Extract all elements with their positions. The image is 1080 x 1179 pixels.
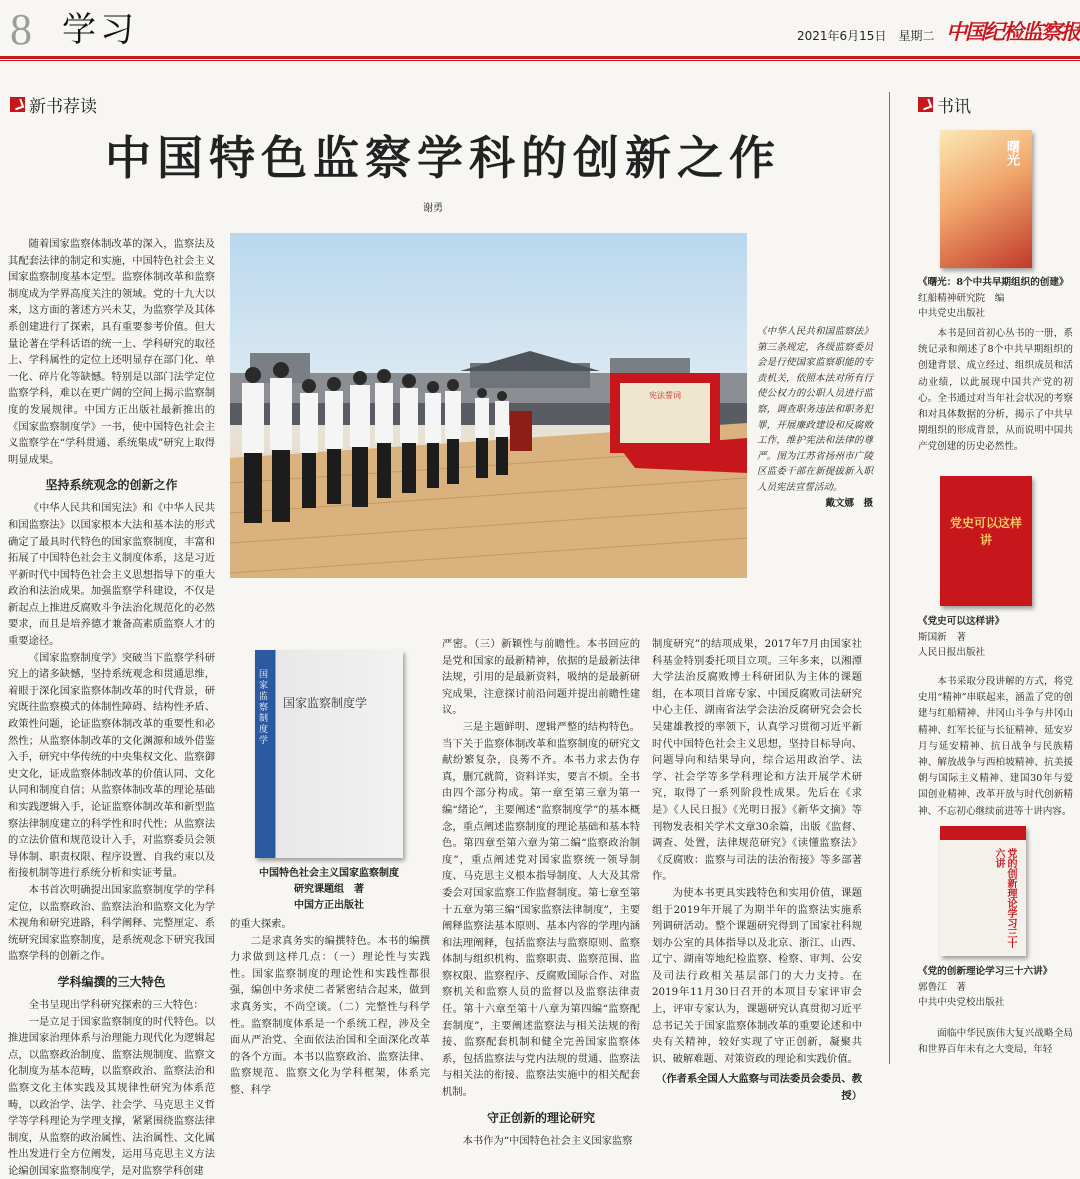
book-publisher: 中国方正出版社 xyxy=(294,900,364,911)
tag-mark-icon xyxy=(10,97,25,112)
featured-book-caption xyxy=(255,866,403,914)
sidebar-book-meta xyxy=(918,275,1068,322)
article-column-4 xyxy=(652,636,862,1103)
paragraph: 三是主题鲜明、逻辑严整的结构特色。当下关于监察体制改革和监察制度的研究文献纷繁复杂，良莠不齐。本书力求去伪存真，删冗就简，资料详实，要言不烦。全书由四个部分构成。第一章至第三章为第一编“绪论”，主要阐述“监察制度学”的基本概念，重点阐述监察制度的理论基础和基本特色。第四章至第六章为第二编“监察政治制度”，重点阐述党对国家监察统一领导制度、马克思主义根本指导制度、人大及其常委会对国家监察工作监督制度。第七章至第十五章为第三编“国家监察法律制度”，主要阐释监察法基本原则、基本内容的学理内涵和法理阐释，包括监察法与监察原则、监察体制与组织机构、监察职责、监察范围、监察权限、监察程序、反腐败国际合作、对监察机关和监察人员的监督以及监察法律责任。第十六章至第十八章为第四编“监察配套制度”，主要阐述监察法与相关法规的衔接、监察配套机制和健全完善国家监察体系，包括监察法与党内法规的贯通、监察法与相关法的衔接、监察法实施中的相关配套机制。 xyxy=(442,720,640,1099)
paragraph: 本书作为“中国特色社会主义国家监察 xyxy=(462,1134,633,1147)
column-divider xyxy=(889,92,890,1064)
sidebar-book-title: 《曙光：8个中共早期组织的创建》 xyxy=(918,277,1069,288)
sidebar-book-meta xyxy=(918,964,1068,1011)
paragraph-continuation: 制度研究”的结项成果，2017年7月由国家社科基金特别委托项目立项。三年多来，以湘潭大学法治反腐败博士科研团队为主体的课题组，在本项目首席专家、中国反腐败司法研究中心主任、湖南省法学会法治反腐研究会会长吴建雄教授的率领下，认真学习贯彻习近平新时代中国特色社会主义思想，坚持目标导向、问题导向和结果导向，综合运用政治学、法学、社会学等多学科理论和方法开展学术研究，取得了一系列阶段性成果。先后在《求是》《人民日报》《光明日报》《新华文摘》等刊物发表相关学术文章30余篇，出版《监督、调查、处置，法律规范研究》《读懂监察法》《反腐败：监察与司法的法治衔接》等多部著作。 xyxy=(652,638,862,883)
book-cover-title: 国家监察制度学 xyxy=(283,696,368,710)
column-tag-new-books xyxy=(10,92,97,117)
sidebar-cover-text: 党史可以这样讲 xyxy=(949,516,1022,547)
subhead: 学科编撰的三大特色 xyxy=(57,974,166,989)
article-column-1 xyxy=(8,236,215,1177)
article-headline: 中国特色监察学科的创新之作 xyxy=(105,131,781,185)
paragraph-continuation: 的重大探索。 xyxy=(230,918,292,930)
masthead-logo: 中国纪检监察报 xyxy=(946,19,1079,44)
sidebar-book-cover xyxy=(940,130,1032,268)
paragraph: 本书首次明确提出国家监察制度学的学科定位，以监察政治、监察法治和监察文化为学术视角和研究进路，科学阐释、完整厘定、系统研究国家监察制度，是系统观念下研究我国监察学科的创新之作。 xyxy=(8,883,215,963)
paragraph: 随着国家监察体制改革的深入，监察法及其配套法律的制定和实施，中国特色社会主义国家监察制度基本定型。监察体制改革和监察制度成为学界高度关注的领域。党的十九大以来，这方面的著述方兴未艾，为监察学及其体系创建进行了探索，具有重要参考价值。但大量论著在学科话语的统一上、学科研究的取径上、学科属性的定位上还明显存在部门化、单一化、碎片化等缺憾。特别是以部门法学定位监察学科，难以在更广阔的空间上揭示监察制度的发展规律。中国方正出版社最新推出的《国家监察制度学》一书，使中国特色社会主义监察学在“学科贯通、系统集成”研究上取得明显成果。 xyxy=(8,238,215,466)
article-column-3 xyxy=(442,636,640,1147)
tag-mark-icon xyxy=(918,97,933,112)
sidebar-book-publisher: 人民日报出版社 xyxy=(918,647,986,658)
paragraph: 面临中华民族伟大复兴战略全局和世界百年未有之大变局，年轻 xyxy=(918,1028,1073,1056)
sidebar-book-title: 《党史可以这样讲》 xyxy=(918,616,1005,627)
sidebar-book-description xyxy=(918,674,1073,824)
sidebar-book-meta xyxy=(918,614,1068,661)
section-title: 学习 xyxy=(62,10,138,50)
sidebar-cover-text: 党的创新理论学习三十六讲 xyxy=(993,848,1016,948)
sidebar-cover-text: 曙光 xyxy=(1004,140,1019,166)
sidebar-book-author: 斯国新 著 xyxy=(918,631,966,643)
paragraph: 为使本书更具实践特色和实用价值，课题组于2019年开展了为期半年的监察法实施系列调研活动。整个课题研究得到了国家社科规划办公室的具体指导以及北京、浙江、山西、辽宁、湖南等地纪检监察、检察、审判、公安及司法行政相关基层部门的大力支持。在2019年11月30日召开的本项目专家评审会上，评审专家认为，课题研究认真贯彻习近平总书记关于国家监察体制改革的重要论述和中央有关精神，较好实现了守正创新，凝聚共识、破解难题、对策资政的理论和实践价值。 xyxy=(652,886,862,1065)
page-number: 8 xyxy=(10,5,32,54)
sidebar-book-cover xyxy=(940,826,1026,956)
sidebar-book-description xyxy=(918,326,1073,462)
article-column-2 xyxy=(230,916,430,1096)
news-photo xyxy=(230,233,747,578)
paragraph: 二是求真务实的编撰特色。本书的编撰力求做到这样几点：（一）理论性与实践性。国家监察制度的理论性和实践性都很强，编创中务求使二者紧密结合起来，做到求真务实，不尚空谈。（二）完整性与科学性。监察制度体系是一个系统工程，涉及全面从严治党、全面依法治国和全面深化改革的各个方面。本书以监察政治、监察法律、监察规范、监察文化为学科框架，体系完整、科学 xyxy=(230,934,430,1096)
photo-caption-text: 《中华人民共和国监察法》第三条规定，各级监察委员会是行使国家监察职能的专责机关，依照本法对所有行使公权力的公职人员进行监察，调查职务违法和职务犯罪，开展廉政建设和反腐败工作，维护宪法和法律的尊严。图为江苏省扬州市广陵区监委干部在新提拔新入职人员宪法宣誓活动。 xyxy=(757,326,873,493)
paragraph: 本书采取分段讲解的方式，将党史用“精神”串联起来，涵盖了党的创建与红船精神、井冈山斗争与井冈山精神、红军长征与长征精神、延安岁月与延安精神、抗日战争与民族精神、解放战争与西柏坡精神、抗美援朝与国际主义精神、建国30年与爱国创业精神、改革开放与时代创新精神、不忘初心继续前进等十讲内容。 xyxy=(918,676,1073,817)
sidebar-book-description xyxy=(918,1026,1073,1064)
header-rule-thin xyxy=(0,60,1080,61)
featured-book-cover xyxy=(255,650,403,858)
sidebar-book-title: 《党的创新理论学习三十六讲》 xyxy=(918,966,1053,977)
header-rule xyxy=(0,56,1080,59)
paragraph-continuation: 严密。（三）新颖性与前瞻性。本书回应的是党和国家的最新精神，依据的是最新法律法规，引用的是最新资料，吸纳的是最新研究成果，注意探讨前沿问题并提出前瞻性建议。 xyxy=(442,638,640,717)
subhead: 坚持系统观念的创新之作 xyxy=(45,478,178,493)
paragraph: 《国家监察制度学》突破当下监察学科研究上的诸多缺憾，坚持系统观念和贯通思维，着眼于深化国家监察体制改革的时代背景，研究既往监察模式的体制性障碍、结构性矛盾、政策性问题，论证监察体制改革的重要性和必然性；从监察体制改革的文化渊源和域外借鉴入手，研究中华传统的中央集权文化、监察御史文化，证成监察体制改革的价值认同、文化认同和制度自信；从监察体制改革的理论基础和实践逻辑入手，论证监察体制改革和新型监察法律制度建立的科学性和时代性；从监察法的立法价值和规范设计入手，对监察委员会领导体制、职责权限、程序设置、自我约束以及衔接机制等进行系统分析和实证考量。 xyxy=(8,651,215,880)
subhead: 守正创新的理论研究 xyxy=(486,1110,595,1125)
sidebar-book-author: 郭鲁江 著 xyxy=(918,981,966,993)
column-tag-book-news xyxy=(918,92,971,117)
photo-caption xyxy=(757,324,873,511)
paragraph: 一是立足于国家监察制度的时代特色。以推进国家治理体系与治理能力现代化为逻辑起点，以监察政治制度、监察法规制度、监察文化制度为基本范畴，以监察政治、监察法治和监察文化主体实践及其规律性研究为体系范畴，以政治学、法学、社会学、马克思主义哲学等学科理论为学理支撑，紧紧围绕监察法律制度，从监察的政治属性、法治属性、文化属性出发进行全方位阐发，运用马克思主义方法论编创国家监察制度学，是对监察学科创建 xyxy=(8,1015,215,1177)
book-spine-text: 国家监察制度学 xyxy=(259,670,269,746)
paragraph: 全书呈现出学科研究探索的三大特色： xyxy=(28,998,204,1011)
photo-illustration xyxy=(230,233,747,578)
paragraph: 《中华人民共和国宪法》和《中华人民共和国监察法》以国家根本大法和基本法的形式确定了最具时代特色的国家监察制度，丰富和拓展了中国特色社会主义制度体系，这是习近平新时代中国特色社会主义思想指导下的重大政治和法治成果。加强监察学科建设，不仅是新起点上推进反腐败斗争法治化规范化的必然要求，而且是培养德才兼备高素质监察人才的重要途径。 xyxy=(8,502,215,648)
sidebar-book-publisher: 中共党史出版社 xyxy=(918,308,986,319)
column-tag-label: 书讯 xyxy=(937,97,971,117)
sidebar-book-publisher: 中共中央党校出版社 xyxy=(918,997,1005,1008)
author-note: （作者系全国人大监察与司法委员会委员、教授） xyxy=(656,1073,862,1103)
column-tag-label: 新书荐读 xyxy=(29,97,97,117)
book-author: 中国特色社会主义国家监察制度研究课题组 著 xyxy=(259,868,399,895)
article-byline: 谢勇 xyxy=(423,203,443,214)
sidebar-book-cover xyxy=(940,476,1032,606)
sidebar-book-author: 红船精神研究院 编 xyxy=(918,292,1005,304)
issue-date: 2021年6月15日 星期二 xyxy=(797,29,935,43)
paragraph: 本书是回首初心丛书的一册，系统记录和阐述了8个中共早期组织的创建背景、成立经过、组织成员和活动业绩，以此展现中国共产党的初心。全书通过对当年社会状况的考察和对具体数据的分析，揭示了中共早期组织的形成背景，从而说明中国共产党创建的历史必然性。 xyxy=(918,328,1073,453)
photo-credit: 戴文娜 摄 xyxy=(825,497,873,509)
board-title: 宪法誓词 xyxy=(649,391,681,400)
